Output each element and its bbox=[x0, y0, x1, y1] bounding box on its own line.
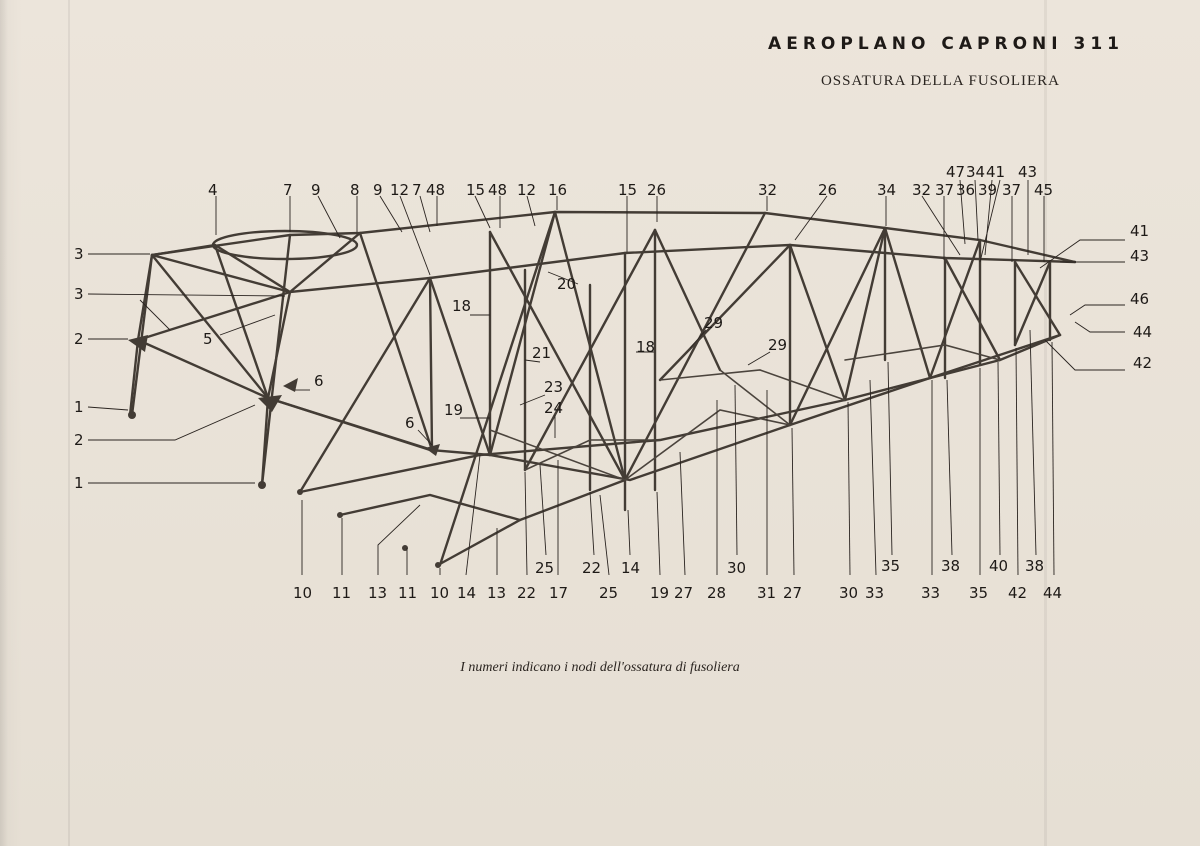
node-label: 10 bbox=[293, 584, 313, 602]
node-label: 23 bbox=[544, 378, 564, 396]
node-label: 4 bbox=[208, 181, 218, 199]
node-label: 42 bbox=[1133, 354, 1153, 372]
node-label: 41 bbox=[986, 163, 1006, 181]
node-label: 48 bbox=[488, 181, 508, 199]
node-label: 3 bbox=[74, 285, 84, 303]
node-label: 47 bbox=[946, 163, 966, 181]
node-label: 42 bbox=[1008, 584, 1028, 602]
node-labels-left bbox=[74, 245, 213, 492]
node-label: 15 bbox=[466, 181, 486, 199]
node-label: 21 bbox=[532, 344, 552, 362]
node-label: 22 bbox=[517, 584, 537, 602]
node-label: 29 bbox=[768, 336, 788, 354]
node-label: 36 bbox=[956, 181, 976, 199]
node-label: 37 bbox=[1002, 181, 1022, 199]
node-label: 7 bbox=[283, 181, 293, 199]
node-label: 44 bbox=[1133, 323, 1153, 341]
node-label: 25 bbox=[599, 584, 619, 602]
node-label: 27 bbox=[674, 584, 694, 602]
node-label: 48 bbox=[426, 181, 446, 199]
node-label: 34 bbox=[877, 181, 897, 199]
node-label: 7 bbox=[412, 181, 422, 199]
node-label: 38 bbox=[1025, 557, 1045, 575]
node-label: 32 bbox=[912, 181, 932, 199]
page-subtitle: OSSATURA DELLA FUSOLIERA bbox=[820, 73, 1060, 89]
node-labels-top bbox=[208, 163, 1053, 199]
node-labels-right bbox=[1130, 222, 1152, 372]
node-label: 6 bbox=[314, 372, 324, 390]
node-label: 22 bbox=[582, 559, 602, 577]
node-labels-bottom-upper bbox=[535, 557, 1044, 577]
node-label: 15 bbox=[618, 181, 638, 199]
node-label: 11 bbox=[398, 584, 418, 602]
node-label: 19 bbox=[444, 401, 464, 419]
node-label: 26 bbox=[818, 181, 838, 199]
node-label: 32 bbox=[758, 181, 778, 199]
node-label: 16 bbox=[548, 181, 568, 199]
node-label: 40 bbox=[989, 557, 1009, 575]
node-label: 28 bbox=[707, 584, 727, 602]
node-label: 1 bbox=[74, 398, 84, 416]
node-label: 5 bbox=[203, 330, 213, 348]
node-label: 10 bbox=[430, 584, 450, 602]
node-label: 14 bbox=[457, 584, 477, 602]
node-label: 35 bbox=[881, 557, 901, 575]
node-label: 17 bbox=[549, 584, 569, 602]
node-label: 8 bbox=[350, 181, 360, 199]
fuselage-structure bbox=[128, 212, 1075, 568]
node-label: 34 bbox=[966, 163, 986, 181]
node-label: 25 bbox=[535, 559, 555, 577]
node-label: 20 bbox=[557, 275, 577, 293]
node-label: 9 bbox=[373, 181, 383, 199]
node-label: 30 bbox=[727, 559, 747, 577]
node-label: 39 bbox=[978, 181, 998, 199]
node-label: 3 bbox=[74, 245, 84, 263]
node-label: 27 bbox=[783, 584, 803, 602]
node-label: 30 bbox=[839, 584, 859, 602]
node-label: 29 bbox=[704, 314, 724, 332]
page-title: AEROPLANO CAPRONI 311 bbox=[768, 34, 1124, 54]
node-label: 13 bbox=[368, 584, 388, 602]
node-label: 44 bbox=[1043, 584, 1063, 602]
node-label: 31 bbox=[757, 584, 777, 602]
node-label: 41 bbox=[1130, 222, 1150, 240]
node-label: 12 bbox=[517, 181, 537, 199]
node-label: 43 bbox=[1130, 247, 1150, 265]
node-labels-bottom-lower bbox=[293, 584, 1062, 602]
node-label: 2 bbox=[74, 431, 84, 449]
node-label: 26 bbox=[647, 181, 667, 199]
node-label: 12 bbox=[390, 181, 410, 199]
node-label: 19 bbox=[650, 584, 670, 602]
node-label: 9 bbox=[311, 181, 321, 199]
node-label: 35 bbox=[969, 584, 989, 602]
node-label: 1 bbox=[74, 474, 84, 492]
node-label: 11 bbox=[332, 584, 352, 602]
node-label: 18 bbox=[452, 297, 472, 315]
node-label: 6 bbox=[405, 414, 415, 432]
node-label: 37 bbox=[935, 181, 955, 199]
node-label: 24 bbox=[544, 399, 564, 417]
node-label: 45 bbox=[1034, 181, 1054, 199]
node-label: 33 bbox=[865, 584, 885, 602]
node-label: 2 bbox=[74, 330, 84, 348]
node-label: 33 bbox=[921, 584, 941, 602]
node-label: 18 bbox=[636, 338, 656, 356]
node-label: 13 bbox=[487, 584, 507, 602]
node-label: 14 bbox=[621, 559, 641, 577]
node-label: 46 bbox=[1130, 290, 1150, 308]
node-label: 38 bbox=[941, 557, 961, 575]
node-label: 43 bbox=[1018, 163, 1038, 181]
figure-caption: I numeri indicano i nodi dell'ossatura di fusoliera bbox=[460, 660, 740, 675]
